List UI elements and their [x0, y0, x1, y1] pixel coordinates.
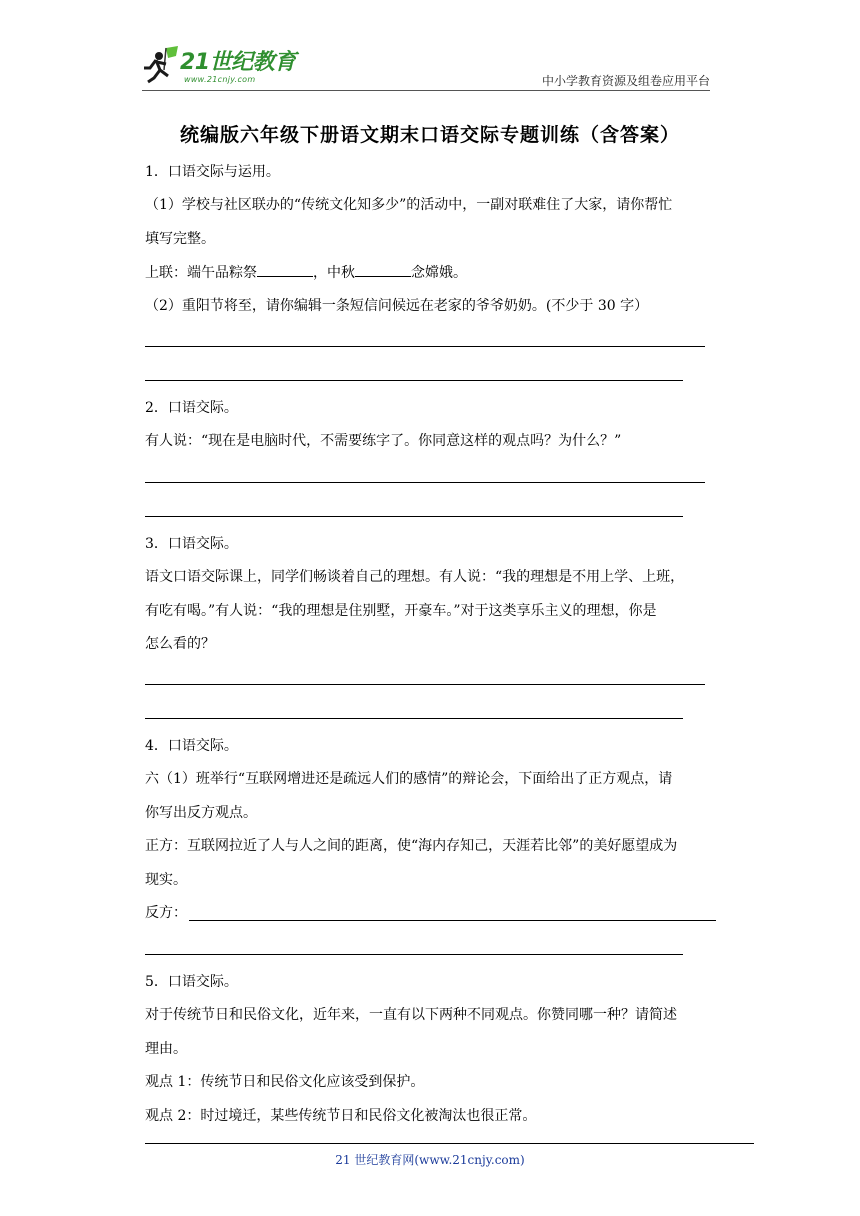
header-platform-text: 中小学教育资源及组卷应用平台 [541, 74, 710, 88]
q1-part2: （2）重阳节将至，请你编辑一条短信问候远在老家的爷爷奶奶。(不少于 30 字） [145, 298, 649, 314]
q4-line3: 正方：互联网拉近了人与人之间的距离，使“海内存知己，天涯若比邻”的美好愿望成为 [145, 838, 678, 854]
q3-line1: 语文口语交际课上，同学们畅谈着自己的理想。有人说：“我的理想是不用上学、上班， [145, 569, 685, 585]
logo-text: 21世纪教育 [180, 50, 296, 75]
couplet-first-part: 上联：端午品粽祭 [145, 265, 257, 281]
answer-line[interactable] [145, 482, 705, 483]
page-title: 统编版六年级下册语文期末口语交际专题训练（含答案） [179, 124, 680, 146]
q5-heading: 5．口语交际。 [145, 974, 238, 990]
q4-heading: 4．口语交际。 [145, 738, 238, 754]
q2-text: 有人说：“现在是电脑时代，不需要练字了。你同意这样的观点吗？为什么？” [145, 433, 622, 449]
couplet-second-part: ，中秋 [313, 265, 355, 281]
fanfang-answer-line[interactable] [189, 920, 716, 921]
q1-couplet [145, 262, 467, 283]
site-logo [142, 44, 312, 92]
q4-line1: 六（1）班举行“互联网增进还是疏远人们的感情”的辩论会，下面给出了正方观点，请 [145, 771, 673, 787]
q5-line1: 对于传统节日和民俗文化，近年来，一直有以下两种不同观点。你赞同哪一种？请简述 [145, 1007, 677, 1023]
q1-heading: 1．口语交际与运用。 [145, 164, 280, 180]
q3-line3: 怎么看的？ [145, 636, 215, 652]
header-divider [142, 90, 710, 91]
logo-url: www.21cnjy.com [184, 75, 256, 84]
answer-line[interactable] [145, 516, 683, 517]
answer-line[interactable] [145, 346, 705, 347]
couplet-blank-2[interactable] [355, 262, 411, 277]
q1-part1-line1: （1）学校与社区联办的“传统文化知多少”的活动中，一副对联难住了大家，请你帮忙 [145, 197, 673, 213]
q5-view2: 观点 2：时过境迁，某些传统节日和民俗文化被淘汰也很正常。 [145, 1108, 537, 1124]
q4-line2: 你写出反方观点。 [145, 805, 257, 821]
q4-fanfang-label: 反方： [145, 905, 187, 921]
q5-line2: 理由。 [145, 1041, 187, 1057]
q1-part1-line2: 填写完整。 [145, 231, 215, 247]
q3-line2: 有吃有喝。”有人说：“我的理想是住别墅，开豪车。”对于这类享乐主义的理想，你是 [145, 603, 657, 619]
q2-heading: 2．口语交际。 [145, 400, 238, 416]
answer-line[interactable] [145, 954, 683, 955]
footer-divider [145, 1143, 754, 1144]
runner-logo-icon [142, 44, 182, 88]
answer-line[interactable] [145, 718, 683, 719]
couplet-blank-1[interactable] [257, 262, 313, 277]
answer-line[interactable] [145, 380, 683, 381]
answer-line[interactable] [145, 684, 705, 685]
q5-view1: 观点 1：传统节日和民俗文化应该受到保护。 [145, 1074, 425, 1090]
q3-heading: 3．口语交际。 [145, 536, 238, 552]
q4-line4: 现实。 [145, 872, 187, 888]
footer-text[interactable]: 21 世纪教育网(www.21cnjy.com) [335, 1153, 525, 1167]
couplet-third-part: 念嫦娥。 [411, 265, 467, 281]
